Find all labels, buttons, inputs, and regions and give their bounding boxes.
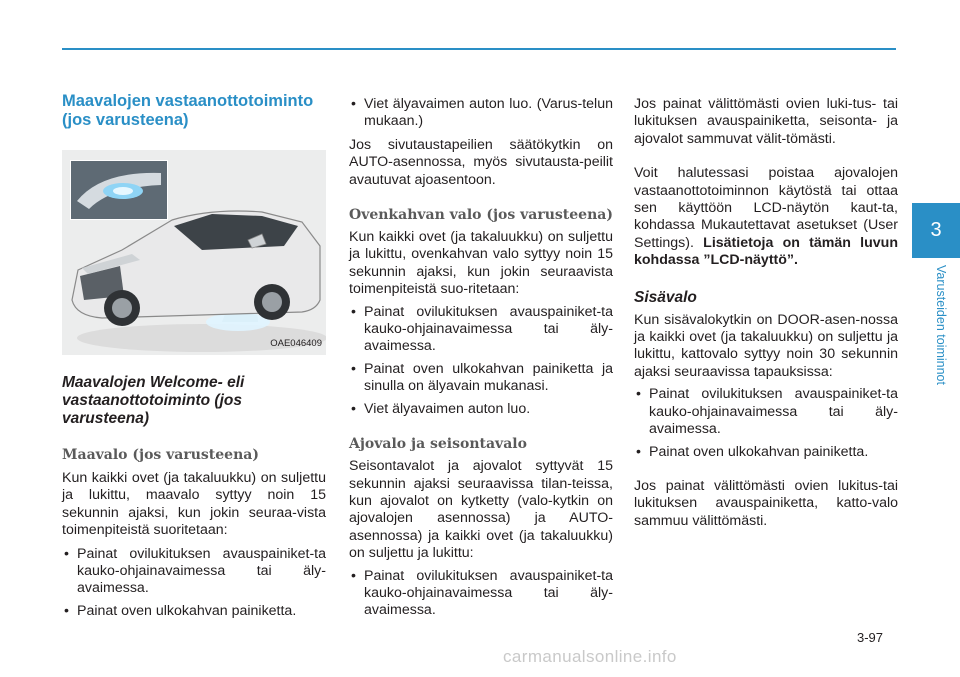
lcd-reference: Lisätietoja on tämän luvun kohdassa ”LCD-näyttö”. [634, 234, 898, 269]
chapter-number: 3 [912, 203, 960, 258]
interior-light-bullets [634, 386, 898, 461]
right-column [634, 96, 898, 530]
paragraph-door-handle-light: Kun kaikki ovet (ja takaluukku) on suljettu ja lukittu, ovenkahvan valo syttyy noin 15 sekunnin ajaksi, kun jokin seuraavista toimenpiteistä suo-ritetaan: [349, 229, 613, 298]
paragraph-interior-off: Jos painat välittömästi ovien lukitus-tai lukituksen avauspainiketta, katto-valo sammuu välittömästi. [634, 477, 898, 529]
heading-headlamp-position-lamp: Ajovalo ja seisontavalo [349, 436, 527, 453]
heading-ground-light: Maavalo (jos varusteena) [62, 447, 259, 463]
middle-column [349, 96, 613, 620]
list-item: • Painat ovilukituksen avauspainiket-ta kauko-ohjainavaimessa tai äly-avaimessa. [634, 386, 898, 438]
ground-light-bullets [62, 546, 326, 621]
figure-code: OAE046409 [270, 337, 322, 349]
door-handle-bullets [349, 304, 613, 418]
list-item: • Painat oven ulkokahvan painiketta. [62, 603, 326, 620]
list-item: • Painat ovilukituksen avauspainiket-ta kauko-ohjainavaimessa tai äly-avaimessa. [349, 568, 613, 620]
paragraph-user-settings [634, 165, 898, 269]
user-settings-text: Voit halutessasi poistaa ajovalojen vastaanottotoiminnon käytöstä tai ottaa sen käyttöön LCD-näytön kaut-ta, kohdassa Mukautettavat asetukset (User Settings). [634, 165, 898, 251]
chapter-sidebar [912, 203, 960, 385]
heading-interior-light: Sisävalo [634, 288, 697, 306]
heading-door-handle-light: Ovenkahvan valo (jos varusteena) [349, 207, 613, 224]
paragraph-immediate-off: Jos painat välittömästi ovien luki-tus- tai lukituksen avauspainiketta, seisonta- ja ajovalot sammuvat välit-tömästi. [634, 96, 898, 147]
headlamp-bullets [349, 568, 613, 620]
top-bullets [349, 96, 613, 131]
list-item: • Painat ovilukituksen avauspainiket-ta kauko-ohjainavaimessa tai äly-avaimessa. [62, 546, 326, 598]
list-item: • Painat oven ulkokahvan painiketta. [634, 444, 898, 461]
paragraph-ground-light: Kun kaikki ovet (ja takaluukku) on suljettu ja lukittu, maavalo syttyy noin 15 sekunnin ajaksi, kun jokin seuraa-vista toimenpiteistä suoritetaan: [62, 470, 326, 539]
paragraph-interior-light: Kun sisävalokytkin on DOOR-asen-nossa ja kaikki ovet (ja takaluukku) on suljettu ja lukittu, kattovalo syttyy noin 30 sekunnin ajaksi seuraavissa tapauksissa: [634, 311, 898, 380]
list-item: • Viet älyavaimen auton luo. [349, 401, 613, 418]
list-item: • Painat oven ulkokahvan painiketta ja sinulla on älyavain mukanasi. [349, 361, 613, 396]
paragraph-headlamp-position-lamp: Seisontavalot ja ajovalot syttyvät 15 sekunnin ajaksi seuraavissa tilan-teissa, kun ajovalot on kytketty (valo-kytkin on ajovalojen asennossa) ja AUTO-asennossa) ja kaikki ovet (ja takaluukku) on suljettu ja lukittu: [349, 458, 613, 562]
subsection-title: Maavalojen Welcome- eli vastaanottotoiminto (jos varusteena) [62, 374, 245, 427]
paragraph-mirrors: Jos sivutaustapeilien säätökytkin on AUTO-asennossa, myös sivutausta-peilit avautuvat ajoasentoon. [349, 136, 613, 188]
top-rule [62, 48, 896, 50]
car-illustration [62, 150, 326, 355]
left-column [62, 92, 326, 620]
section-title: Maavalojen vastaanottotoiminto (jos varusteena) [62, 92, 314, 129]
list-item: • Viet älyavaimen auton luo. (Varus-telun mukaan.) [349, 96, 613, 131]
page-number: 3-97 [857, 630, 884, 645]
watermark: carmanualsonline.info [503, 647, 677, 666]
chapter-title: Varusteiden toiminnot [934, 265, 948, 385]
list-item: • Painat ovilukituksen avauspainiket-ta kauko-ohjainavaimessa tai äly-avaimessa. [349, 304, 613, 356]
headlamp-inset [70, 160, 168, 220]
